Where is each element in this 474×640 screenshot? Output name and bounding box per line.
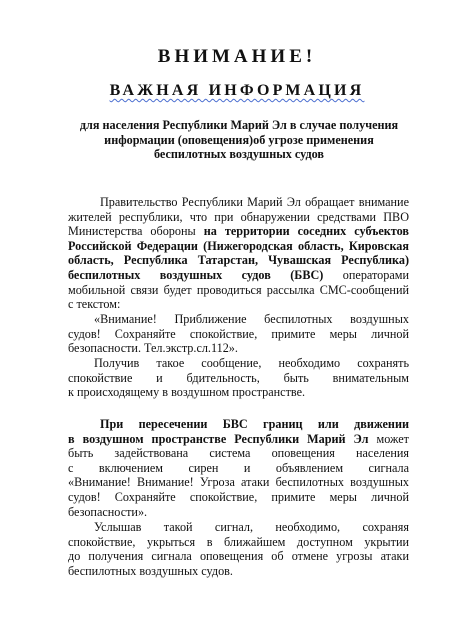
subtitle-text: ВАЖНАЯ ИНФОРМАЦИЯ: [109, 82, 365, 99]
intro-line: для населения Республики Марий Эл в случае получения: [79, 118, 399, 132]
text-line: быть задействована система оповещения населения: [68, 446, 409, 461]
text-line: судов! Сохраняйте спокойствие, примите меры личной: [68, 326, 409, 341]
text-line: беспилотных воздушных судов (БВС) операторами: [68, 267, 409, 282]
text-line: Услышав такой сигнал, необходимо, сохраняя: [94, 520, 409, 534]
paragraph-shelter: [68, 520, 409, 578]
text-line: «Внимание! Внимание! Угроза атаки беспилотных воздушных: [68, 475, 409, 490]
text-line: жителей республики, что при обнаружении средствами ПВО: [68, 209, 409, 224]
page-subtitle: [0, 81, 474, 101]
intro-line: информации (оповещения)об угрозе применения: [104, 132, 374, 147]
text-line: беспилотных воздушных судов.: [68, 563, 233, 578]
text-line: Получив такое сообщение, необходимо сохранять: [94, 356, 409, 370]
text-line: безопасности. Тел.экстр.сл.112».: [68, 341, 238, 356]
text-line: с текстом:: [68, 297, 121, 312]
text-line: Министерства обороны на территории соседних субъектов: [68, 224, 410, 239]
text-line: Российской Федерации (Нижегородская область, Кировская: [68, 238, 409, 253]
paragraph-stay-calm: [68, 356, 409, 400]
text-line: мобильной связи будет проводиться рассылка СМС-сообщений: [68, 282, 409, 297]
paragraph-government-notice: [68, 195, 409, 312]
text-line: судов! Сохраняйте спокойствие, примите меры личной: [68, 489, 409, 504]
text-line: Правительство Республики Марий Эл обращает внимание: [100, 195, 409, 209]
page-title: ВНИМАНИЕ!: [157, 46, 317, 67]
text-line: безопасности».: [68, 504, 148, 519]
intro-line: беспилотных воздушных судов: [154, 147, 324, 162]
text-line: в воздушном пространстве Республики Марий Эл может: [68, 431, 410, 446]
paragraph-sms-text: [68, 312, 409, 356]
text-line: к происходящему в воздушном пространстве.: [68, 385, 306, 400]
text-line: с включением сирен и объявлением сигнала: [68, 460, 409, 475]
text-line: область, Республика Татарстан, Чувашская Республика): [68, 253, 409, 268]
text-line: спокойствие и бдительность, быть внимательным: [68, 370, 409, 385]
text-line: спокойствие, укрыться в ближайшем доступном укрытии: [68, 534, 409, 549]
paragraph-sirens: [68, 417, 409, 519]
text-line: «Внимание! Приближение беспилотных воздушных: [94, 312, 409, 326]
intro-heading: [70, 118, 408, 162]
text-line: При пересечении БВС границ или движении: [100, 417, 409, 431]
text-line: до получения сигнала оповещения об отмене угрозы атаки: [68, 549, 409, 564]
